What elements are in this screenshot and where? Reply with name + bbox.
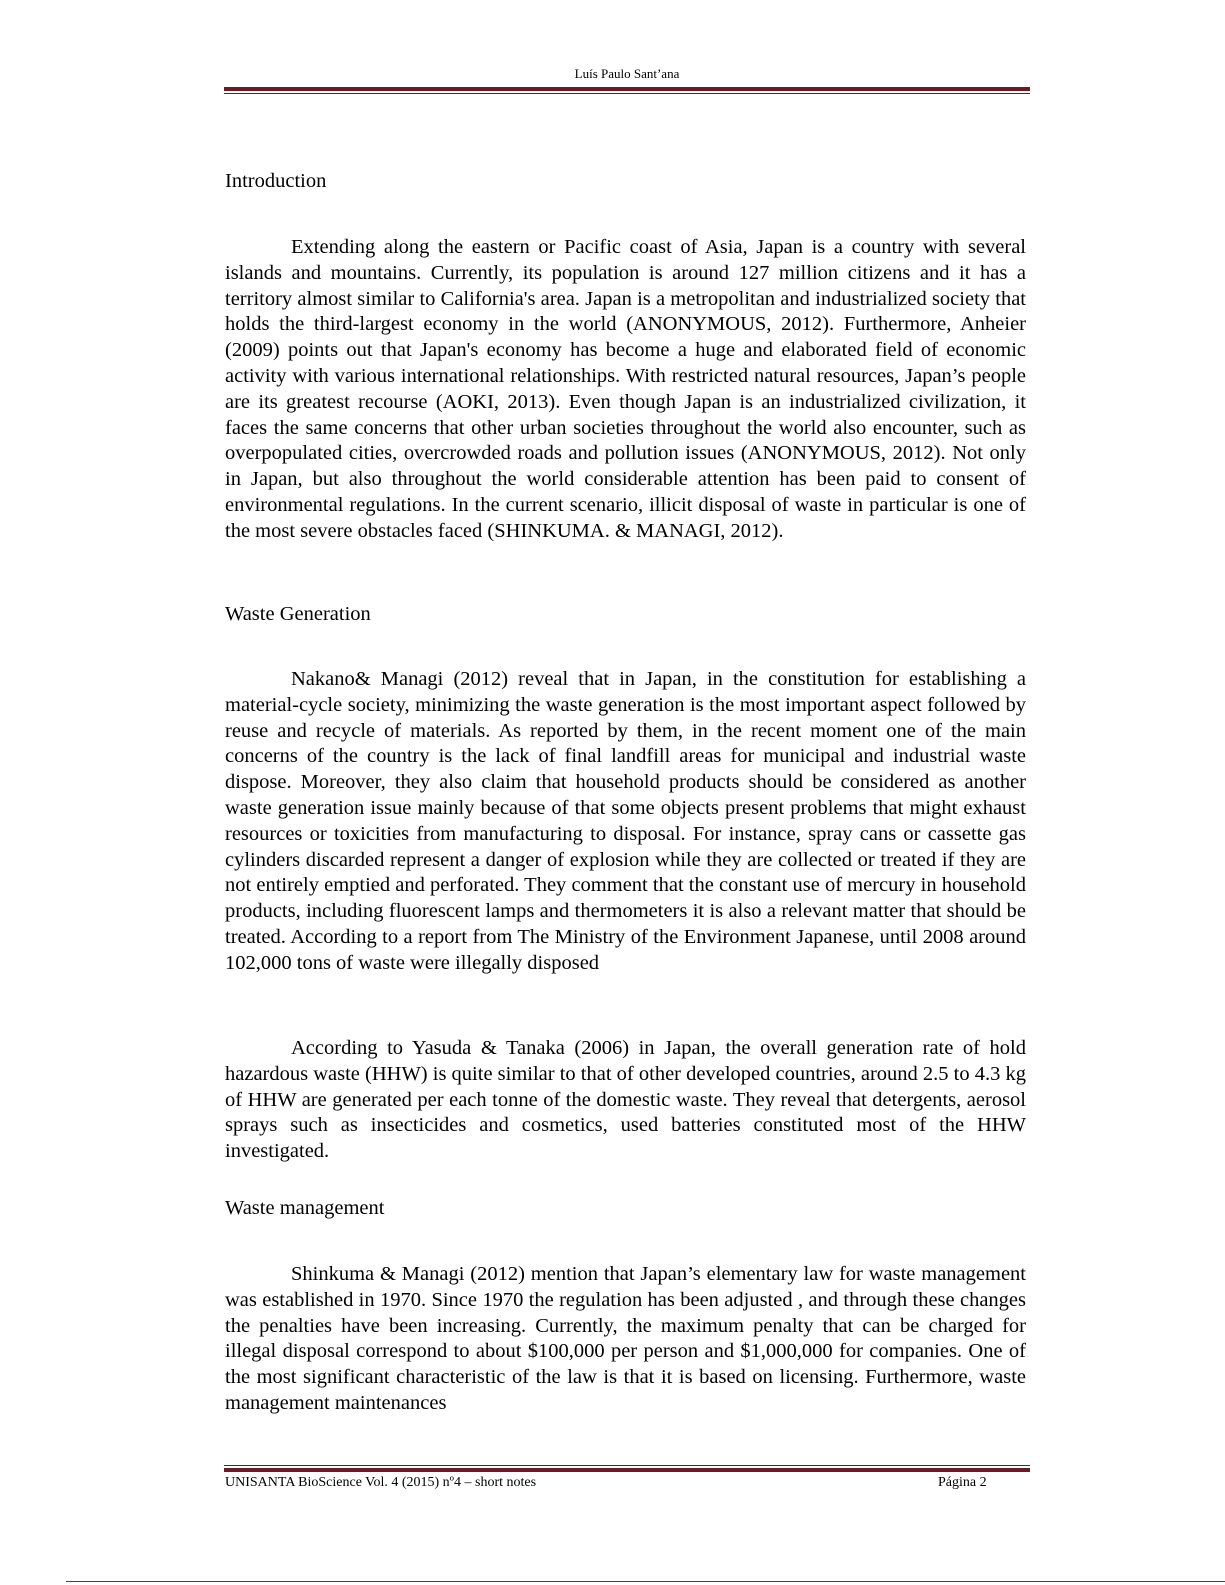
- section-heading-waste-generation: Waste Generation: [225, 603, 371, 625]
- footer-journal-citation: UNISANTA BioScience Vol. 4 (2015) nº4 – short notes: [225, 1475, 537, 1490]
- paragraph-introduction: Extending along the eastern or Pacific coast of Asia, Japan is a country with several islands and mountains. Currently, its population is around 127 million citizens and it has a territory almost similar to California's area. Japan is a metropolitan and industrialized society that holds the third-largest economy in the world (ANONYMOUS, 2012). Furthermore, Anheier (2009) points out that Japan's economy has become a huge and elaborated field of economic activity with various international relationships. With restricted natural resources, Japan’s people are its greatest recourse (AOKI, 2013). Even though Japan is an industrialized civilization, it faces the same concerns that other urban societies throughout the world also encounter, such as overpopulated cities, overcrowded roads and pollution issues (ANONYMOUS, 2012). Not only in Japan, but also throughout the world considerable attention has been paid to consent of environmental regulations. In the current scenario, illicit disposal of waste in particular is one of the most severe obstacles faced (SHINKUMA. & MANAGI, 2012).: [225, 236, 1026, 542]
- running-header-author: Luís Paulo Sant’ana: [574, 66, 680, 81]
- header-rule-thick-line: [224, 87, 1030, 91]
- paragraph-waste-management: Shinkuma & Managi (2012) mention that Japan’s elementary law for waste management was established in 1970. Since 1970 the regulation has been adjusted , and through these changes the penalties have been increasing. Currently, the maximum penalty that can be charged for illegal disposal correspond to about $100,000 per person and $1,000,000 for companies. One of the most significant characteristic of the law is that it is based on licensing. Furthermore, waste management maintenances: [225, 1263, 1026, 1414]
- paragraph-waste-generation-2: According to Yasuda & Tanaka (2006) in Japan, the overall generation rate of hold hazardous waste (HHW) is quite similar to that of other developed countries, around 2.5 to 4.3 kg of HHW are generated per each tonne of the domestic waste. They reveal that detergents, aerosol sprays such as insecticides and cosmetics, used batteries constituted most of the HHW investigated.: [225, 1037, 1027, 1163]
- section-heading-waste-management: Waste management: [225, 1197, 385, 1219]
- header-rule-thin-line: [224, 93, 1030, 94]
- footer-rule-thin-line: [224, 1465, 1030, 1466]
- header-rule: [224, 87, 1030, 94]
- paragraph-waste-generation-1: Nakano& Managi (2012) reveal that in Japan, in the constitution for establishing a material-cycle society, minimizing the waste generation is the most important aspect followed by reuse and recycle of materials. As reported by them, in the recent moment one of the main concerns of the country is the lack of final landfill areas for municipal and industrial waste dispose. Moreover, they also claim that household products should be considered as another waste generation issue mainly because of that some objects present problems that might exhaust resources or toxicities from manufacturing to disposal. For instance, spray cans or cassette gas cylinders discarded represent a danger of explosion while they are collected or treated if they are not entirely emptied and perforated. They comment that the constant use of mercury in household products, including fluorescent lamps and thermometers it is also a relevant matter that should be treated. According to a report from The Ministry of the Environment Japanese, until 2008 around 102,000 tons of waste were illegally disposed: [225, 668, 1026, 974]
- section-heading-introduction: Introduction: [225, 170, 327, 192]
- footer-page-number: Página 2: [938, 1475, 987, 1490]
- footer-rule: [224, 1465, 1030, 1472]
- page-bottom-edge: [66, 1581, 1225, 1582]
- footer-rule-thick-line: [224, 1468, 1030, 1472]
